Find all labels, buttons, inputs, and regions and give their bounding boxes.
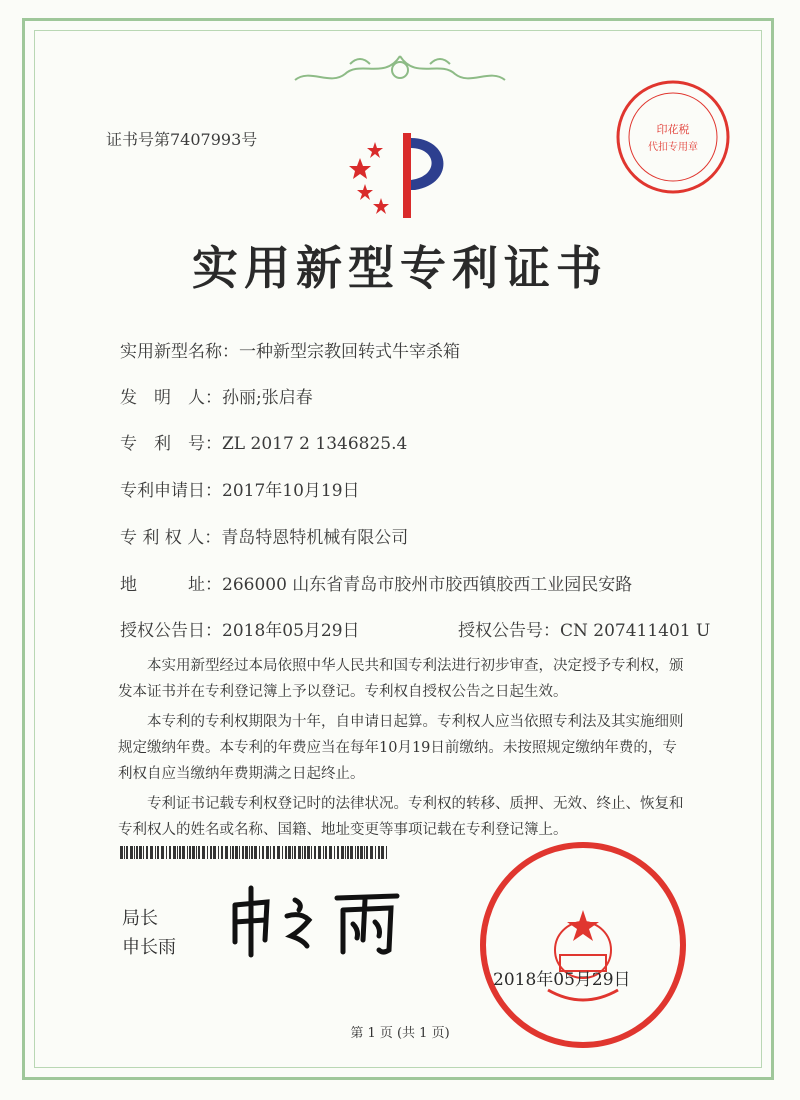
body-paragraph-2: 本专利的专利权期限为十年，自申请日起算。专利权人应当依照专利法及其实施细则规定缴纳年费。本专利的年费应当在每年10月19日前缴纳。未按照规定缴纳年费的，专利权自应当缴纳年费期满之日起终止。 xyxy=(118,714,684,782)
seal-date: 2018年05月29日 xyxy=(493,970,631,990)
filing-date-label: 专利申请日： xyxy=(120,481,222,501)
field-grant-date xyxy=(120,616,360,641)
field-address xyxy=(120,570,632,595)
field-patent-number xyxy=(120,429,407,454)
patent-number-label: 专 利 号： xyxy=(120,434,222,454)
utility-name-value: 一种新型宗教回转式牛宰杀箱 xyxy=(239,342,460,362)
grant-date-label: 授权公告日： xyxy=(120,621,222,641)
svg-text:代扣专用章: 代扣专用章 xyxy=(648,142,698,153)
tax-stamp xyxy=(614,78,732,196)
address-value: 266000 山东省青岛市胶州市胶西镇胶西工业园民安路 xyxy=(222,575,633,595)
patent-holder-value: 青岛特恩特机械有限公司 xyxy=(221,528,409,548)
field-utility-name xyxy=(120,337,460,362)
svg-text:印花税: 印花税 xyxy=(656,123,690,136)
grant-date-value: 2018年05月29日 xyxy=(222,621,360,641)
barcode xyxy=(120,846,390,859)
field-grant-number xyxy=(458,616,710,641)
inventor-value: 孙丽;张启春 xyxy=(222,388,313,408)
page-number: 第 1 页 (共 1 页) xyxy=(350,1026,450,1041)
director-signature xyxy=(225,880,415,960)
certificate-body xyxy=(118,653,688,847)
field-inventor xyxy=(120,383,313,408)
grant-number-label: 授权公告号： xyxy=(458,621,560,641)
floral-ornament xyxy=(290,50,510,88)
inventor-label: 发 明 人： xyxy=(120,388,222,408)
body-paragraph-1: 本实用新型经过本局依照中华人民共和国专利法进行初步审查，决定授予专利权，颁发本证书并在专利登记簿上予以登记。专利权自授权公告之日起生效。 xyxy=(118,658,684,700)
director-name: 申长雨 xyxy=(122,937,176,958)
certificate-title: 实用新型专利证书 xyxy=(192,241,608,295)
director-title: 局长 xyxy=(122,908,158,929)
address-label: 地 址： xyxy=(120,575,222,595)
field-filing-date xyxy=(120,476,360,501)
body-paragraph-3: 专利证书记载专利权登记时的法律状况。专利权的转移、质押、无效、终止、恢复和专利权人的姓名或名称、国籍、地址变更等事项记载在专利登记簿上。 xyxy=(118,796,684,838)
patent-holder-label: 专 利 权 人： xyxy=(120,528,222,548)
patent-number-value: ZL 2017 2 1346825.4 xyxy=(222,434,408,454)
utility-name-label: 实用新型名称： xyxy=(120,342,239,362)
filing-date-value: 2017年10月19日 xyxy=(222,481,360,501)
certificate-number: 证书号第7407993号 xyxy=(106,130,258,149)
field-patent-holder xyxy=(120,523,408,548)
grant-number-value: CN 207411401 U xyxy=(560,621,711,641)
patent-office-logo xyxy=(345,128,465,223)
official-seal xyxy=(478,840,688,1050)
